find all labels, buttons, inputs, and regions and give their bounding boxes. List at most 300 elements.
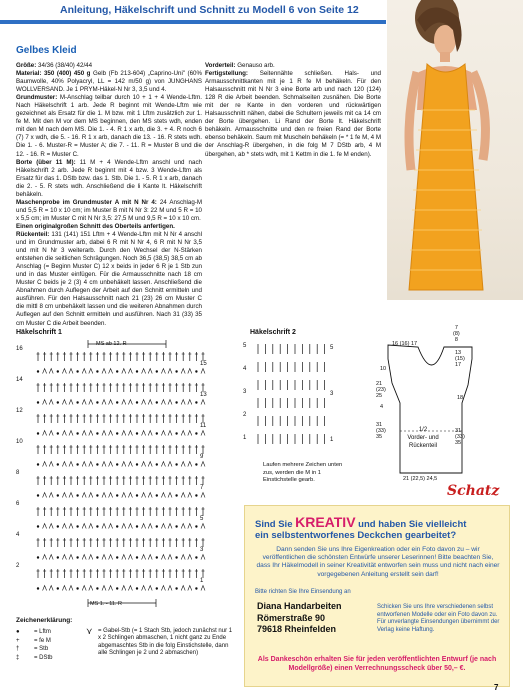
stitch-fan [62, 586, 66, 591]
stitch-fan [122, 524, 126, 529]
chart2-caption: Laufen mehrere Zeichen unten zus, werden die M in 1 Einstichstelle gearb. [263, 462, 343, 483]
stitch-fan [82, 493, 86, 498]
stb-symbol-icon: † [16, 646, 20, 652]
borte-label: Borte (über 11 M): [16, 158, 76, 166]
stitch-lftm [156, 556, 158, 558]
stitch-fan [69, 555, 73, 560]
stitch-fan [148, 555, 152, 560]
stitch-lftm [76, 463, 78, 465]
schnitt-side-mid: (8) [453, 331, 460, 337]
section-title: Gelbes Kleid [16, 45, 77, 56]
stitch-fan [181, 555, 185, 560]
stitch-lftm [136, 587, 138, 589]
stitch-lftm [136, 401, 138, 403]
ad-body: Dann senden Sie uns Ihre Eigenkreation oder ein Foto davon zu – wir veröffentlichen die schönsten Entwürfe unserer Leserinnen! Bitte beachten Sie, dass Ihr Häkelmodell in seiner Kreativität entworfen sein muss und nicht nach einer vorgegebenen Anleitung erstellt sein darf! [256, 546, 500, 578]
stitch-lftm [57, 432, 59, 434]
stitch-fan [161, 493, 165, 498]
stitch-fan [142, 555, 146, 560]
stitch-fan [102, 586, 106, 591]
ad-address-line-1: Diana Handarbeiten [257, 601, 342, 611]
stitch-fan [109, 524, 113, 529]
legend-label-lftm: = Lftm [34, 629, 51, 635]
stitch-lftm [156, 432, 158, 434]
chart1-left-row-12: 12 [16, 408, 23, 414]
stitch-fan [148, 431, 152, 436]
schnitt-side-top: 7 [454, 325, 458, 331]
chart2-title: Häkelschrift 2 [250, 329, 296, 336]
stitch-fan [201, 493, 205, 498]
stitch-fan [181, 524, 185, 529]
stitch-lftm [96, 401, 98, 403]
stitch-fan [49, 462, 53, 467]
instructions-column-2 [205, 62, 381, 242]
chart1-ms-top: MS ab 12. R [96, 341, 127, 347]
stitch-fan [148, 462, 152, 467]
schnitt-left-block: 21 (23) 25 [376, 381, 386, 399]
maschenprobe-text: 24 Anschlag-M und 5,5 R = 10 x 10 cm; im Muster B mit N Nr 3: 22 M und 5 R = 10 x 5,5 cm; im Muster C mit N Nr 3,5: 27,5 M und 9,5 R = 10 x 10 cm. [16, 198, 202, 222]
stitch-fan [122, 400, 126, 405]
chart1-right-row-1: 1 [200, 578, 204, 584]
stitch-fan [181, 493, 185, 498]
stitch-fan [161, 431, 165, 436]
chart1-left-row-2: 2 [16, 563, 20, 569]
stitch-lftm [136, 370, 138, 372]
stitch-lftm [76, 494, 78, 496]
stitch-fan [128, 555, 132, 560]
stitch-fan [82, 369, 86, 374]
stitch-fan [89, 369, 93, 374]
stitch-lftm [156, 525, 158, 527]
stitch-fan [168, 524, 172, 529]
stitch-fan [89, 462, 93, 467]
chart1-stitch-grid [37, 352, 206, 591]
stitch-lftm [156, 401, 158, 403]
stitch-lftm [76, 401, 78, 403]
stitch-lftm [136, 525, 138, 527]
stitch-fan [43, 462, 47, 467]
stitch-fan [142, 493, 146, 498]
stitch-fan [69, 586, 73, 591]
legend-item-lftm [16, 628, 76, 637]
stitch-fan [148, 493, 152, 498]
stitch-lftm [156, 370, 158, 372]
stitch-fan [82, 555, 86, 560]
stitch-lftm [116, 401, 118, 403]
stitch-fan [49, 400, 53, 405]
chart2-left-row-4: 4 [243, 366, 247, 372]
schnitt-side-bot: 8 [454, 337, 458, 343]
stitch-lftm [37, 432, 39, 434]
stitch-fan [69, 369, 73, 374]
stitch-lftm [175, 432, 177, 434]
stitch-fan [201, 555, 205, 560]
stitch-fan [102, 524, 106, 529]
stitch-fan [168, 369, 172, 374]
stitch-fan [148, 586, 152, 591]
stitch-fan [168, 493, 172, 498]
stitch-fan [161, 586, 165, 591]
stitch-lftm [195, 556, 197, 558]
stitch-fan [43, 586, 47, 591]
stitch-fan [168, 586, 172, 591]
stitch-fan [188, 462, 192, 467]
stitch-fan [128, 369, 132, 374]
stitch-fan [109, 493, 113, 498]
stitch-lftm [76, 370, 78, 372]
page-header-title: Anleitung, Häkelschrift und Schnitt zu Modell 6 von Seite 12 [60, 4, 359, 16]
stitch-lftm [175, 556, 177, 558]
stitch-fan [43, 400, 47, 405]
stitch-lftm [195, 525, 197, 527]
stitch-fan [82, 431, 86, 436]
maschenprobe-label: Maschenprobe im Grundmuster A mit N Nr 4: [16, 198, 157, 206]
vorderteil-text: Genauso arb. [237, 62, 275, 69]
stitch-fan [128, 462, 132, 467]
legend-label-fem: = fe M [34, 637, 51, 644]
stitch-fan [188, 555, 192, 560]
chart1-left-row-10: 10 [16, 439, 23, 445]
ad-headline-2: ein selbstentworfenes Deckchen gearbeitet? [255, 530, 457, 541]
legend-symbols [16, 628, 76, 662]
ad-head-a: Sind Sie [255, 519, 296, 530]
legend-title: Zeichenerklärung: [16, 617, 73, 624]
stitch-lftm [57, 370, 59, 372]
ad-address-line-2: Römerstraße 90 [257, 612, 326, 623]
stitch-fan [89, 555, 93, 560]
stitch-fan [89, 493, 93, 498]
chart1-title: Häkelschrift 1 [16, 329, 62, 336]
stitch-fan [188, 586, 192, 591]
stitch-lftm [37, 525, 39, 527]
stitch-lftm [116, 556, 118, 558]
schnitt-side-dims [453, 325, 460, 343]
stitch-fan [69, 524, 73, 529]
stitch-fan [82, 586, 86, 591]
stitch-lftm [175, 525, 177, 527]
stitch-lftm [37, 556, 39, 558]
stitch-fan [128, 524, 132, 529]
stitch-lftm [156, 463, 158, 465]
stitch-lftm [156, 587, 158, 589]
legend-item-fem [16, 637, 76, 646]
stitch-lftm [136, 432, 138, 434]
stitch-fan [148, 369, 152, 374]
stitch-fan [181, 462, 185, 467]
stitch-fan [109, 555, 113, 560]
stitch-lftm [116, 587, 118, 589]
legend-item-stb [16, 645, 76, 654]
stitch-lftm [175, 463, 177, 465]
grundmuster-text: M-Anschlag teilbar durch 10 + 1 + 4 Wende-Lftm. Nach Häkelschrift 1 arb. Jede R beginnt mit Wende-Lftm wie gezeichnet als Ersatz für die 1. M bzw. mit 1 Lftm zusätzlich zur 1. fe M. Mit den M vor dem MS beginnen, den MS stets wdh, enden mit den M nach dem MS. Die 1. - 4. R 1 x arb, die 3. + 4. R noch 6 (7) 7 x wdh, die 5. - 16. R 1 x arb, danach die 13. - 16. R stets wdh. Die 1. - 6. Muster-R = Muster A; die 7. - 11. R = Muster B und die 12. - 16. R = Muster C. [16, 94, 202, 158]
stitch-fan [62, 369, 66, 374]
stitch-lftm [76, 525, 78, 527]
stitch-fan [89, 586, 93, 591]
stitch-fan [69, 400, 73, 405]
stitch-lftm [57, 494, 59, 496]
legend-label-stb: = Stb [34, 646, 49, 652]
groesse-label: Größe: [16, 62, 37, 69]
chart2-stitch-grid [258, 344, 325, 444]
ad-address [257, 601, 342, 636]
stitch-fan [102, 462, 106, 467]
chart1-right-row-5: 5 [200, 516, 204, 522]
stitch-lftm [37, 370, 39, 372]
schnitt-left-small: 4 [380, 404, 384, 410]
stitch-lftm [76, 587, 78, 589]
chart2-right-row-3: 3 [330, 391, 334, 397]
stitch-lftm [175, 370, 177, 372]
stitch-fan [49, 524, 53, 529]
stitch-fan [69, 493, 73, 498]
fem-symbol-icon: + [16, 637, 20, 644]
stitch-fan [142, 524, 146, 529]
stitch-lftm [96, 370, 98, 372]
stitch-fan [102, 369, 106, 374]
stitch-fan [142, 431, 146, 436]
stitch-fan [168, 462, 172, 467]
stitch-lftm [136, 556, 138, 558]
stitch-fan [89, 400, 93, 405]
stitch-fan [49, 493, 53, 498]
stitch-lftm [116, 463, 118, 465]
chart1-left-row-8: 8 [16, 470, 20, 476]
stitch-fan [201, 462, 205, 467]
stitch-fan [128, 493, 132, 498]
ad-address-line-3: 79618 Rheinfelden [257, 624, 337, 634]
stitch-lftm [175, 587, 177, 589]
legend-gabel [86, 628, 236, 658]
stitch-fan [168, 431, 172, 436]
vorderteil-label: Vorderteil: [205, 62, 236, 69]
stitch-lftm [195, 432, 197, 434]
stitch-lftm [195, 401, 197, 403]
stitch-lftm [175, 401, 177, 403]
creative-ad-box [244, 505, 510, 687]
stitch-fan [161, 462, 165, 467]
chart1-ms-bottom: MS 1. - 11. R [90, 601, 122, 607]
stitch-fan [201, 524, 205, 529]
stitch-fan [122, 462, 126, 467]
ad-footer: Als Dankeschön erhalten Sie für jeden veröffentlichten Entwurf (je nach Modellgröße) einen Verrechnungsscheck über 50,– €. [257, 656, 497, 672]
stitch-fan [168, 555, 172, 560]
stitch-fan [142, 369, 146, 374]
stitch-fan [122, 555, 126, 560]
chart2-right-row-1: 1 [330, 437, 334, 443]
stitch-fan [122, 369, 126, 374]
stitch-fan [89, 431, 93, 436]
chart1-right-row-13: 13 [200, 392, 207, 398]
material-label: Material: 350 (400) 450 g [16, 70, 91, 78]
stitch-fan [102, 493, 106, 498]
stitch-lftm [156, 494, 158, 496]
stitch-fan [161, 555, 165, 560]
stitch-fan [188, 493, 192, 498]
stitch-lftm [57, 401, 59, 403]
stitch-lftm [96, 525, 98, 527]
stitch-fan [43, 431, 47, 436]
stitch-lftm [96, 494, 98, 496]
chart1-right-row-15: 15 [200, 361, 207, 367]
ad-head-b: und haben Sie vielleicht [355, 519, 467, 530]
stitch-fan [142, 586, 146, 591]
stitch-fan [89, 524, 93, 529]
stitch-fan [201, 431, 205, 436]
stitch-lftm [76, 432, 78, 434]
stitch-lftm [136, 463, 138, 465]
stitch-fan [109, 586, 113, 591]
legend-gabel-text: = Gabel-Stb (= 1 Stach Stb, jedoch zunächst nur 1 x 2 Schlingen abmaschen, 1 nicht ganz zu Ende abgemaschtes Stb in die folg Einstichstelle, dann alle Schlingen je 2 und 2 abmaschen) [98, 628, 233, 657]
stitch-fan [188, 369, 192, 374]
stitch-fan [168, 400, 172, 405]
stitch-lftm [195, 370, 197, 372]
stitch-fan [62, 493, 66, 498]
chart2-left-row-2: 2 [243, 412, 247, 418]
model-illustration [387, 0, 523, 300]
fertigstellung-label: Fertigstellung: [205, 70, 248, 78]
schnitt-center-3: Rückenteil [408, 443, 437, 449]
stitch-lftm [175, 494, 177, 496]
stitch-fan [188, 400, 192, 405]
stitch-fan [128, 586, 132, 591]
stitch-fan [69, 462, 73, 467]
stitch-lftm [96, 587, 98, 589]
designer-signature: Schatz [447, 483, 500, 499]
chart1-right-row-9: 9 [200, 454, 204, 460]
stitch-lftm [96, 463, 98, 465]
stitch-fan [109, 431, 113, 436]
chart1-diagram [16, 338, 230, 610]
stitch-fan [161, 524, 165, 529]
stitch-lftm [37, 494, 39, 496]
groesse-text: 34/36 (38/40) 42/44 [38, 62, 93, 69]
rueckenteil-label: Rückenteil: [16, 230, 50, 238]
schnitt-bottom-dims: 21 (22,5) 24,5 [403, 476, 438, 482]
chart2-diagram [250, 340, 340, 455]
stitch-lftm [37, 463, 39, 465]
stitch-fan [102, 431, 106, 436]
stitch-fan [188, 431, 192, 436]
page-number: 7 [494, 683, 499, 692]
stitch-fan [62, 431, 66, 436]
stitch-fan [181, 431, 185, 436]
stitch-fan [201, 400, 205, 405]
stitch-lftm [37, 401, 39, 403]
schnitt-right-block2: 31 (33) 35 [455, 428, 465, 446]
stitch-fan [109, 369, 113, 374]
stitch-fan [148, 400, 152, 405]
stitch-fan [43, 493, 47, 498]
stitch-fan [82, 524, 86, 529]
legend-item-dstb [16, 654, 76, 663]
stitch-fan [82, 462, 86, 467]
lftm-symbol-icon: ● [16, 629, 20, 635]
legend-label-dstb: = DStb [34, 654, 53, 661]
dstb-symbol-icon: ‡ [16, 654, 20, 661]
stitch-fan [43, 369, 47, 374]
stitch-lftm [116, 432, 118, 434]
stitch-fan [142, 400, 146, 405]
schnitt-diagram [352, 333, 502, 483]
stitch-fan [62, 555, 66, 560]
schnitt-left-block2: 31 (33) 35 [376, 422, 386, 440]
schnitt-center-1: 1/2 [418, 427, 428, 433]
stitch-fan [122, 586, 126, 591]
stitch-lftm [195, 587, 197, 589]
schnitt-center-2: Vorder- und [407, 435, 439, 441]
stitch-fan [181, 400, 185, 405]
stitch-fan [201, 369, 205, 374]
gabel-stb-symbol-icon: ⋎ [86, 626, 93, 636]
ad-headline-1 [255, 514, 466, 530]
stitch-fan [49, 431, 53, 436]
stitch-fan [161, 369, 165, 374]
stitch-fan [82, 400, 86, 405]
fertigstellung-text: Seitennähte schließen. Hals- und Armausschnittkanten mit je 1 R fe M behäkeln. Für den Halsausschnitt mit N Nr 3 eine Borte arb und nach 120 (124) 128 R die Arbeit beenden. Schmalseiten zusnähen. Die Borte mit der re Kante in den vorderen und rückwärtigen Halsausschnitt nähen, dabei die Schultern jeweils mit ca 14 cm der Borte übergehen. Li Rand der Borte lt. Häkelschrift behäkeln. Armausschnitte und den re freien Rand der Borte ebenso behäkeln. Saum mit Muscheln behäkeln (= * 1 fe M, 4 M der Anschlag-R übergehen, in die folg M 7 DStb arb, 4 M übergehen, ab * stets wdh, mit 1 Kettm in die 1. fe M enden). [205, 70, 381, 158]
chart1-right-row-7: 7 [200, 485, 204, 491]
chart2-left-row-1: 1 [243, 435, 247, 441]
stitch-lftm [195, 494, 197, 496]
stitch-fan [49, 555, 53, 560]
stitch-fan [188, 524, 192, 529]
chart1-left-row-14: 14 [16, 377, 23, 383]
stitch-lftm [116, 494, 118, 496]
stitch-fan [102, 400, 106, 405]
chart2-right-row-5: 5 [330, 345, 334, 351]
stitch-fan [102, 555, 106, 560]
stitch-lftm [76, 556, 78, 558]
stitch-fan [201, 586, 205, 591]
stitch-fan [43, 524, 47, 529]
model-photo [387, 0, 523, 300]
schnitt-center-label [398, 426, 448, 450]
stitch-fan [109, 462, 113, 467]
ad-kreativ: KREATIV [295, 514, 356, 530]
stitch-fan [161, 400, 165, 405]
stitch-fan [128, 431, 132, 436]
chart2-left-row-3: 3 [243, 389, 247, 395]
schnitt-note: Einen originalgroßen Schnitt des Oberteils anfertigen. [16, 222, 175, 230]
grundmuster-label: Grundmuster: [16, 94, 58, 102]
chart1-right-row-11: 11 [200, 423, 207, 429]
stitch-lftm [57, 463, 59, 465]
ad-sendto: Bitte richten Sie Ihre Einsendung an [255, 589, 351, 595]
stitch-lftm [96, 556, 98, 558]
stitch-lftm [96, 432, 98, 434]
chart1-right-row-3: 3 [200, 547, 204, 553]
stitch-fan [49, 586, 53, 591]
stitch-fan [122, 493, 126, 498]
rueckenteil-text: 131 (141) 151 Lftm + 4 Wende-Lftm mit N Nr 4 anschl und im Grundmuster arb, dabei 6 R mit N Nr 4, 6 R mit N Nr 3,5 und mit N Nr 3 weiterarb. Durch den Wechsel der N-Stärken entstehen die seitlichen Schrägungen. Noch 36,5 (38,5) 38,5 cm ab Anschlag (= Beginn Muster C) 12 x beids in jeder 6 R je 1 Stb zun und in das Muster einfügen. Für die Armausschnitte nach 18 cm Muster C beids je 2 (3) 4 cm unbehäkelt lassen. Anschließend die Abnahmen durch Auflegen der Arbeit auf den Schnitt ermitteln und ausführen. Für den Halsausschnitt nach 21 (23) 26 cm Muster C die mittl 8 cm unbehäkelt lassen und die weiteren Abnahmen durch Auflegen auf den Schnitt ermitteln und ausführen. Nach 31 (33) 35 cm Muster C die Arbeit beenden. [16, 230, 202, 327]
schnitt-right-block: 18 [457, 395, 464, 401]
borte-text: 11 M + 4 Wende-Lftm anschl und nach Häkelschrift 2 arb. Jede R beginnt mit 4 bzw. 3 Wende-Lftm als Ersatz für das 1. DStb bzw. das 1. Stb. Die 1. - 5. R 1 x arb, danach die 2. - 5. R stets wdh. Anschließend die li Kante lt. Häkelschrift behäkeln. [16, 158, 202, 198]
stitch-fan [122, 431, 126, 436]
stitch-fan [43, 555, 47, 560]
stitch-fan [181, 369, 185, 374]
stitch-fan [62, 400, 66, 405]
stitch-fan [49, 369, 53, 374]
stitch-fan [62, 462, 66, 467]
stitch-lftm [57, 525, 59, 527]
schnitt-right-13: 13 (15) 17 [455, 350, 465, 368]
stitch-lftm [37, 587, 39, 589]
stitch-fan [128, 400, 132, 405]
chart1-left-row-16: 16 [16, 346, 23, 352]
chart2-left-row-5: 5 [243, 343, 247, 349]
stitch-lftm [57, 556, 59, 558]
stitch-fan [181, 586, 185, 591]
schnitt-left-10: 10 [380, 366, 387, 372]
chart1-left-row-4: 4 [16, 532, 20, 538]
